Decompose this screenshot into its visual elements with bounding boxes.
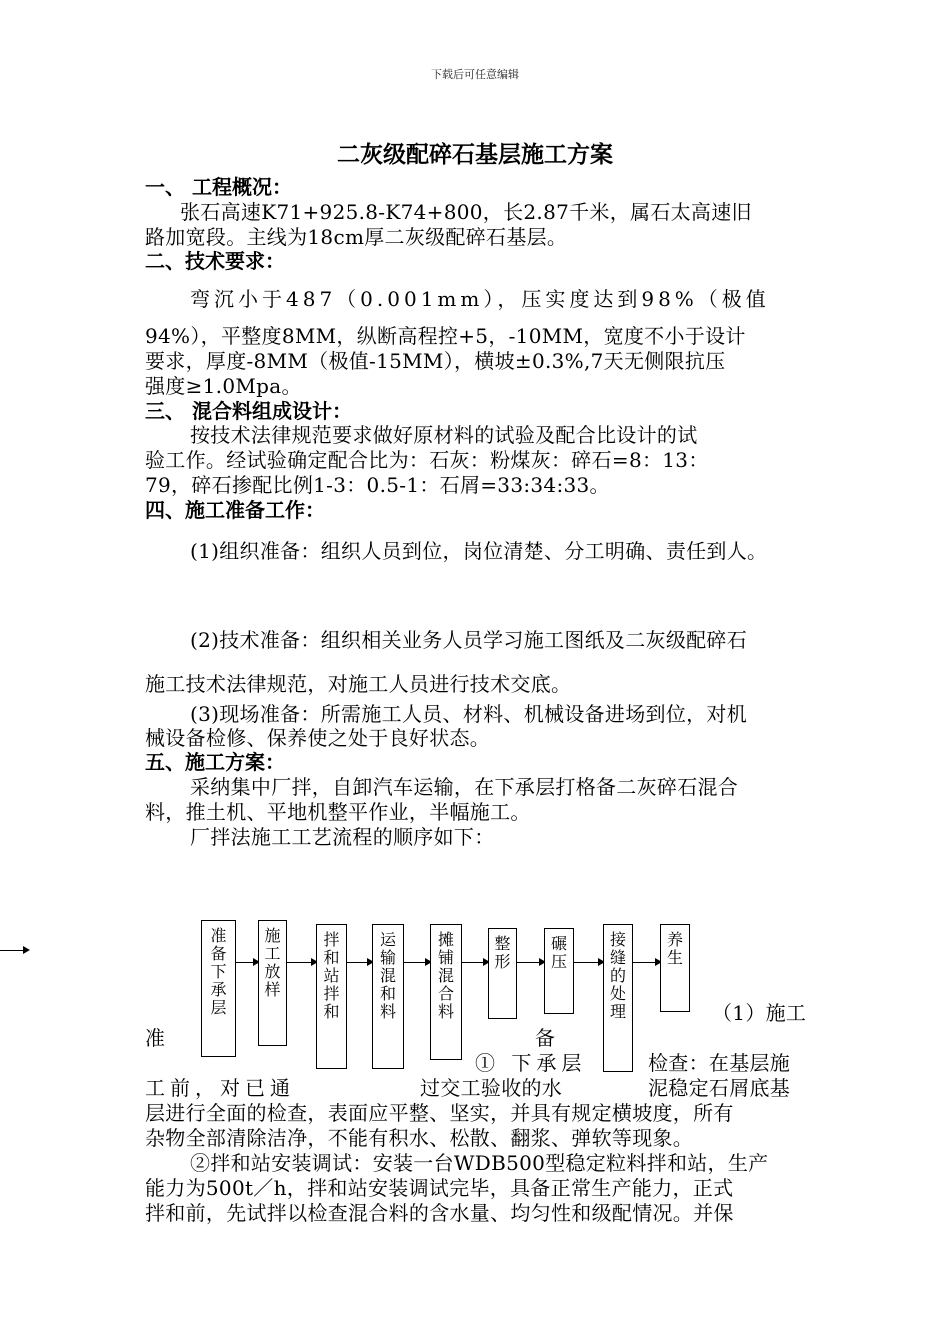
section-2-line: 94%），平整度8MM，纵断高程控+5，-10MM，宽度不小于设计: [145, 324, 746, 348]
flow-arrow: [574, 962, 603, 963]
section-4-heading: 四、施工准备工作：: [145, 498, 325, 522]
flow-step-label: 碾压: [550, 934, 567, 971]
flow-step-box: [430, 924, 462, 1060]
section-1-line: 路加宽段。主线为18cm厚二灰级配碎石基层。: [145, 225, 568, 249]
after-fragment: 泥稳定石屑底基: [648, 1076, 791, 1100]
after-fragment: 准: [145, 1026, 166, 1050]
flow-arrow: [287, 962, 316, 963]
section-4-line: (3)现场准备：所需施工人员、材料、机械设备进场到位，对机: [190, 702, 748, 726]
flow-step-box: [316, 924, 347, 1069]
flow-step-label: 整形: [494, 934, 511, 971]
section-3-line: 验工作。经试验确定配合比为：石灰：粉煤灰：碎石=8：13：: [145, 448, 709, 472]
flow-step-box: [660, 924, 690, 1012]
after-line: 层进行全面的检查，表面应平整、坚实，并具有规定横坡度，所有: [145, 1101, 734, 1125]
section-2-heading: 二、技术要求：: [145, 249, 285, 273]
flow-step-label: 接缝的处理: [609, 930, 626, 1021]
flow-step-box: [258, 920, 287, 1046]
page-header: 下载后可任意编辑: [431, 68, 519, 81]
flow-arrow: [633, 962, 660, 963]
flow-step-label: 摊铺混合料: [437, 930, 454, 1021]
flow-arrow: [462, 962, 488, 963]
section-4-line: 施工技术法律规范，对施工人员进行技术交底。: [145, 672, 572, 696]
section-1-heading: 一、 工程概况：: [145, 175, 292, 199]
section-3-heading: 三、 混合料组成设计：: [145, 399, 352, 423]
section-1-line: 张石高速K71+925.8-K74+800，长2.87千米，属石太高速旧: [180, 200, 752, 224]
after-fragment: ① 下承层: [475, 1051, 587, 1075]
flow-step-box: [603, 924, 633, 1072]
flow-step-box: [488, 928, 517, 1019]
flow-arrow: [236, 962, 258, 963]
flow-step-box: [201, 920, 236, 1057]
section-4-line: (1)组织准备：组织人员到位，岗位清楚、分工明确、责任到人。: [190, 539, 768, 563]
flow-step-label: 施工放样: [264, 926, 281, 999]
section-5-line: 厂拌法施工工艺流程的顺序如下：: [190, 825, 495, 849]
after-line: 拌和前，先试拌以检查混合料的含水量、均匀性和级配情况。并保: [145, 1201, 734, 1225]
flow-step-box: [372, 924, 404, 1069]
flow-arrow: [404, 962, 430, 963]
section-5-heading: 五、施工方案：: [145, 750, 285, 774]
flow-arrow: [347, 962, 372, 963]
after-fragment: 备: [535, 1026, 556, 1050]
after-line: 能力为500t／h，拌和站安装调试完毕，具备正常生产能力，正式: [145, 1176, 734, 1200]
section-5-line: 料，推土机、平地机整平作业，半幅施工。: [145, 800, 531, 824]
after-line: 杂物全部清除洁净，不能有积水、松散、翻浆、弹软等现象。: [145, 1126, 694, 1150]
document-title: 二灰级配碎石基层施工方案: [337, 141, 613, 168]
after-fragment: （1）施工: [712, 1001, 807, 1025]
section-3-line: 79，碎石掺配比例1-3：0.5-1：石屑=33:34:33。: [145, 473, 610, 497]
flow-step-label: 运输混和料: [379, 930, 396, 1021]
flow-step-box: [544, 928, 574, 1014]
section-4-line: (2)技术准备：组织相关业务人员学习施工图纸及二灰级配碎石: [190, 628, 748, 652]
section-5-line: 采纳集中厂拌，自卸汽车运输，在下承层打格备二灰碎石混合: [190, 775, 739, 799]
section-2-line: 要求，厚度-8MM（极值-15MM），横坡±0.3%,7天无侧限抗压: [145, 349, 726, 373]
flow-step-label: 拌和站拌和: [323, 930, 340, 1021]
after-fragment: 工前，对已通: [145, 1076, 295, 1100]
flow-step-label: 养生: [666, 930, 683, 967]
after-fragment: 检查：在基层施: [648, 1051, 791, 1075]
after-fragment: 过交工验收的水: [420, 1076, 563, 1100]
section-4-line: 械设备检修、保养使之处于良好状态。: [145, 726, 491, 750]
section-2-line: 强度≥1.0Mpa。: [145, 374, 302, 398]
flow-arrow: [517, 962, 544, 963]
after-line: ②拌和站安装调试：安装一台WDB500型稳定粒料拌和站，生产: [190, 1151, 769, 1175]
section-3-line: 按技术法律规范要求做好原材料的试验及配合比设计的试: [190, 423, 698, 447]
flow-step-label: 准备下承层: [210, 926, 227, 1017]
section-2-line: 弯沉小于487（0.001mm），压实度达到98%（极值: [190, 287, 770, 311]
margin-arrow: [0, 950, 28, 951]
